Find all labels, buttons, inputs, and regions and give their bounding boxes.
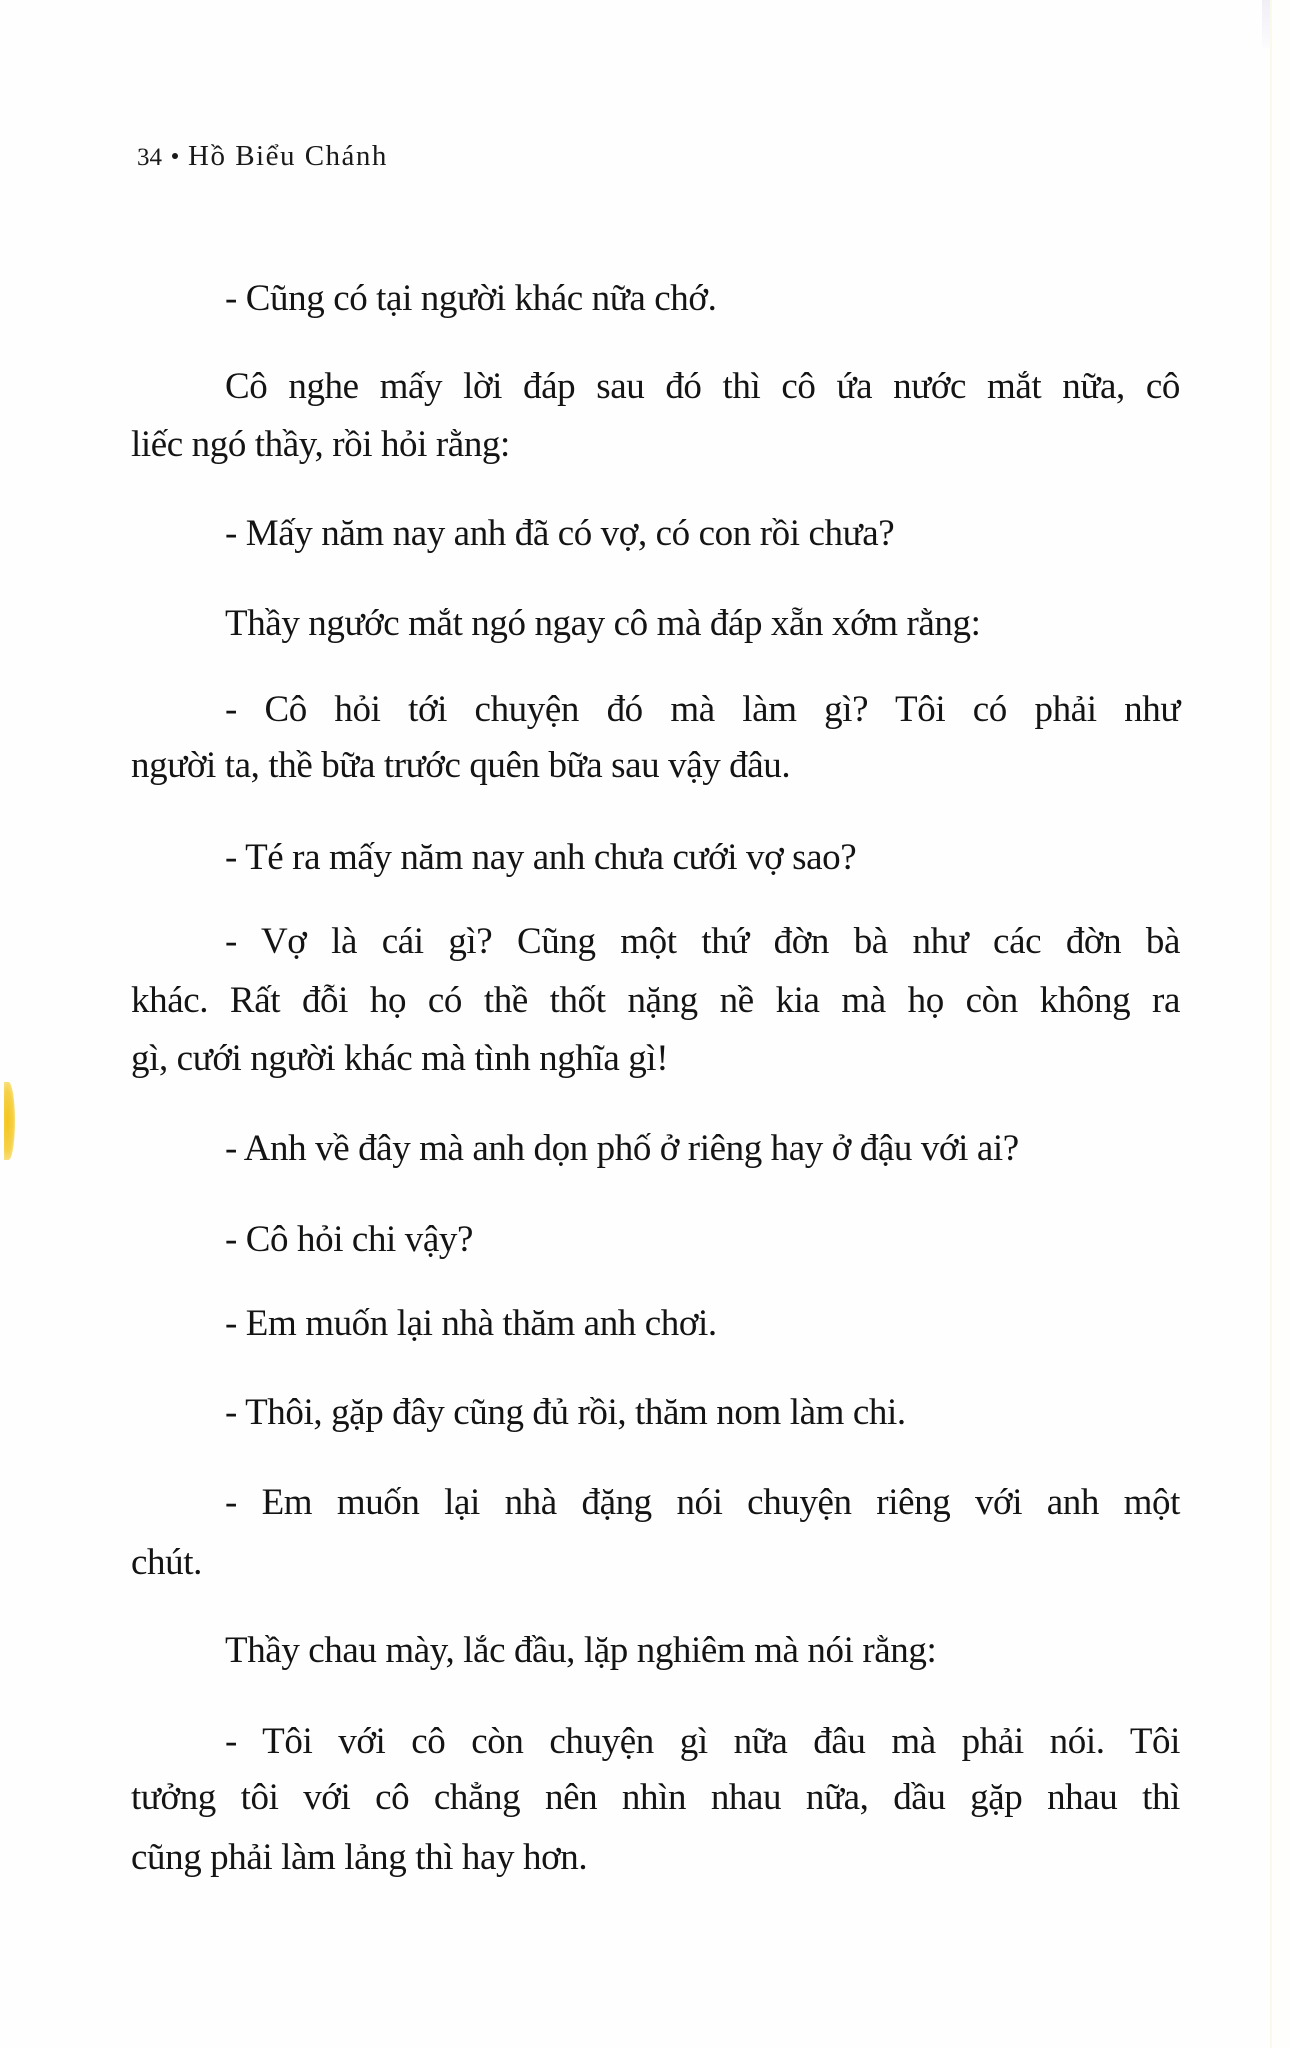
running-head: [137, 140, 388, 173]
text-line: - Tôi với cô còn chuyện gì nữa đâu mà phải nói. Tôi: [225, 1721, 1180, 1762]
text-line: cũng phải làm lảng thì hay hơn.: [131, 1837, 588, 1878]
text-line: - Mấy năm nay anh đã có vợ, có con rồi chưa?: [225, 513, 895, 554]
page-right-margin: [1272, 0, 1290, 2048]
text-line: chút.: [131, 1542, 202, 1583]
text-line: liếc ngó thầy, rồi hỏi rằng:: [131, 424, 510, 465]
text-line: tưởng tôi với cô chẳng nên nhìn nhau nữa, dầu gặp nhau thì: [131, 1777, 1180, 1818]
text-line: - Cô hỏi tới chuyện đó mà làm gì? Tôi có phải như: [225, 689, 1180, 730]
text-line: khác. Rất đỗi họ có thề thốt nặng nề kia mà họ còn không ra: [131, 980, 1180, 1021]
page-number: 34: [137, 144, 162, 171]
text-line: - Té ra mấy năm nay anh chưa cưới vợ sao?: [225, 837, 857, 878]
page-edge-line: [1270, 0, 1272, 2048]
text-line: - Cô hỏi chi vậy?: [225, 1219, 474, 1260]
highlighter-mark: [4, 1082, 15, 1160]
author-name: Hồ Biểu Chánh: [188, 140, 388, 172]
text-line: - Cũng có tại người khác nữa chớ.: [225, 278, 717, 319]
text-line: Cô nghe mấy lời đáp sau đó thì cô ứa nước mắt nữa, cô: [225, 366, 1180, 407]
text-line: Thầy chau mày, lắc đầu, lặp nghiêm mà nói rằng:: [225, 1630, 937, 1671]
text-line: - Em muốn lại nhà thăm anh chơi.: [225, 1303, 717, 1344]
separator-bullet-icon: [172, 153, 178, 159]
text-line: - Em muốn lại nhà đặng nói chuyện riêng với anh một: [225, 1482, 1180, 1523]
text-line: - Vợ là cái gì? Cũng một thứ đờn bà như các đờn bà: [225, 921, 1180, 962]
text-line: người ta, thề bữa trước quên bữa sau vậy đâu.: [131, 745, 791, 786]
text-line: - Anh về đây mà anh dọn phố ở riêng hay ở đậu với ai?: [225, 1128, 1019, 1169]
text-line: gì, cưới người khác mà tình nghĩa gì!: [131, 1038, 669, 1079]
text-line: - Thôi, gặp đây cũng đủ rồi, thăm nom làm chi.: [225, 1392, 906, 1433]
text-line: Thầy ngước mắt ngó ngay cô mà đáp xẵn xớm rằng:: [225, 603, 981, 644]
